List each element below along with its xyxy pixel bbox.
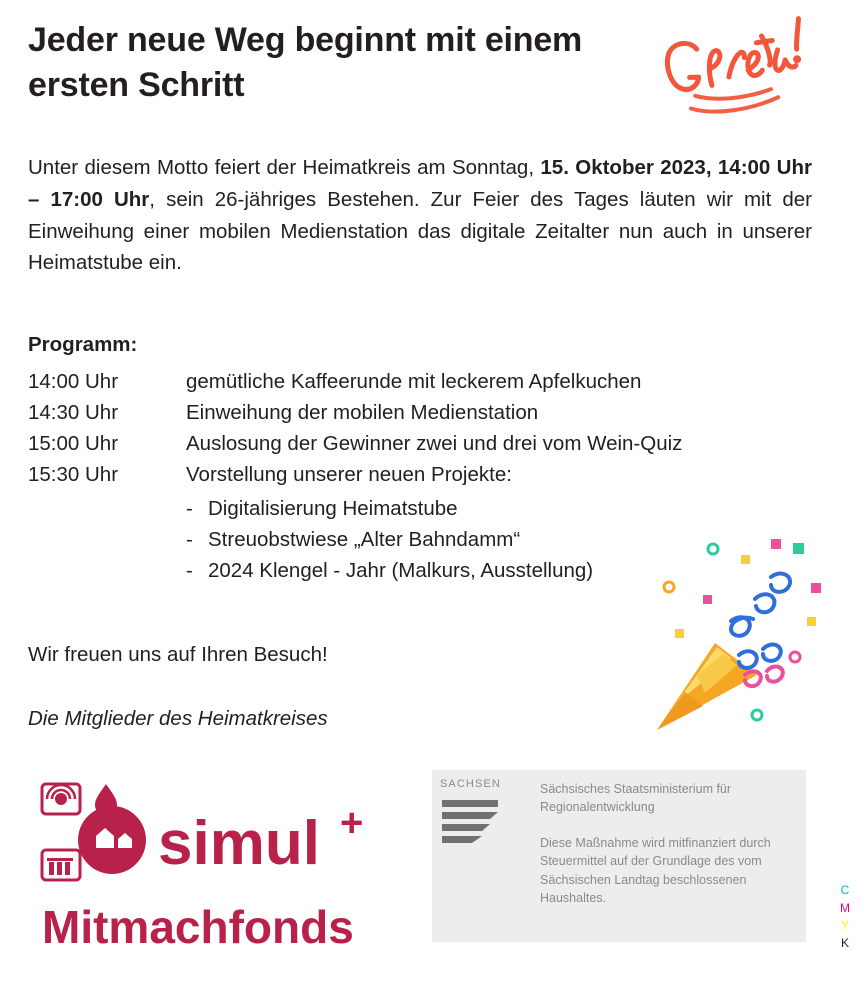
- project-label: Streuobstwiese „Alter Bahndamm“: [208, 527, 521, 551]
- list-dash: -: [186, 558, 193, 582]
- programm-description: gemütliche Kaffeerunde mit leckerem Apfelkuchen: [186, 370, 642, 393]
- ministry-name: Sächsisches Staatsministerium für Regionalentwicklung: [540, 782, 732, 815]
- cmyk-m: M: [840, 900, 850, 915]
- sachsen-crest-icon: [440, 798, 510, 850]
- programm-row: [28, 428, 818, 459]
- programm-row: [28, 366, 818, 397]
- closing-line: Wir freuen uns auf Ihren Besuch!: [28, 643, 328, 666]
- funding-text: [540, 770, 806, 942]
- list-dash: -: [186, 496, 193, 520]
- signature-line: Die Mitglieder des Heimatkreises: [28, 707, 328, 730]
- cmyk-print-marks: [840, 882, 850, 952]
- programm-row: [28, 397, 818, 428]
- programm-heading: Programm:: [28, 333, 138, 356]
- sachsen-wordmark: SACHSEN: [440, 778, 501, 790]
- simul-mitmachfonds-logo: [40, 778, 390, 963]
- project-label: 2024 Klengel - Jahr (Malkurs, Ausstellung): [208, 558, 594, 582]
- funding-note: Diese Maßnahme wird mitfinanziert durch Steuermittel auf der Grundlage des vom Sächsischen Landtag beschlossenen Haushaltes.: [540, 836, 771, 905]
- cmyk-c: C: [840, 883, 850, 898]
- project-label: Digitalisierung Heimatstube: [208, 496, 458, 520]
- sachsen-logo: [432, 770, 540, 942]
- programm-time: 15:00 Uhr: [28, 432, 119, 456]
- event-datetime: 15. Oktober 2023, 14:00 Uhr – 17:00 Uhr: [28, 156, 812, 211]
- intro-paragraph: [28, 152, 812, 279]
- page-title: Jeder neue Weg beginnt mit einem ersten Schritt: [28, 21, 583, 104]
- svg-text:simul: simul: [158, 809, 320, 878]
- programm-time: 15:30 Uhr: [28, 463, 119, 487]
- programm-time: 14:00 Uhr: [28, 370, 119, 393]
- cmyk-k: K: [840, 935, 849, 950]
- programm-description: Vorstellung unserer neuen Projekte:: [186, 463, 512, 487]
- programm-description: Einweihung der mobilen Medienstation: [186, 401, 539, 425]
- intro-text-a: Unter diesem Motto feiert der Heimatkreis am Sonntag,: [28, 156, 541, 179]
- great-stamp-icon: [632, 0, 838, 147]
- svg-text:+: +: [340, 801, 364, 845]
- programm-time: 14:30 Uhr: [28, 401, 119, 425]
- intro-text-c: , sein 26-jähriges Bestehen. Zur Feier des Tages läuten wir mit der Einweihung einer mobilen Medienstation das digitale Zeitalter nun auch in unserer Heimatstube ein.: [28, 187, 813, 275]
- list-dash: -: [186, 527, 193, 551]
- programm-row: [28, 459, 818, 490]
- cmyk-y: Y: [840, 918, 849, 933]
- funding-notice-box: [432, 770, 806, 942]
- programm-description: Auslosung der Gewinner zwei und drei vom Wein-Quiz: [186, 432, 683, 456]
- project-item: [28, 493, 818, 524]
- party-popper-icon: [645, 525, 830, 740]
- svg-text:Mitmachfonds: Mitmachfonds: [42, 901, 354, 953]
